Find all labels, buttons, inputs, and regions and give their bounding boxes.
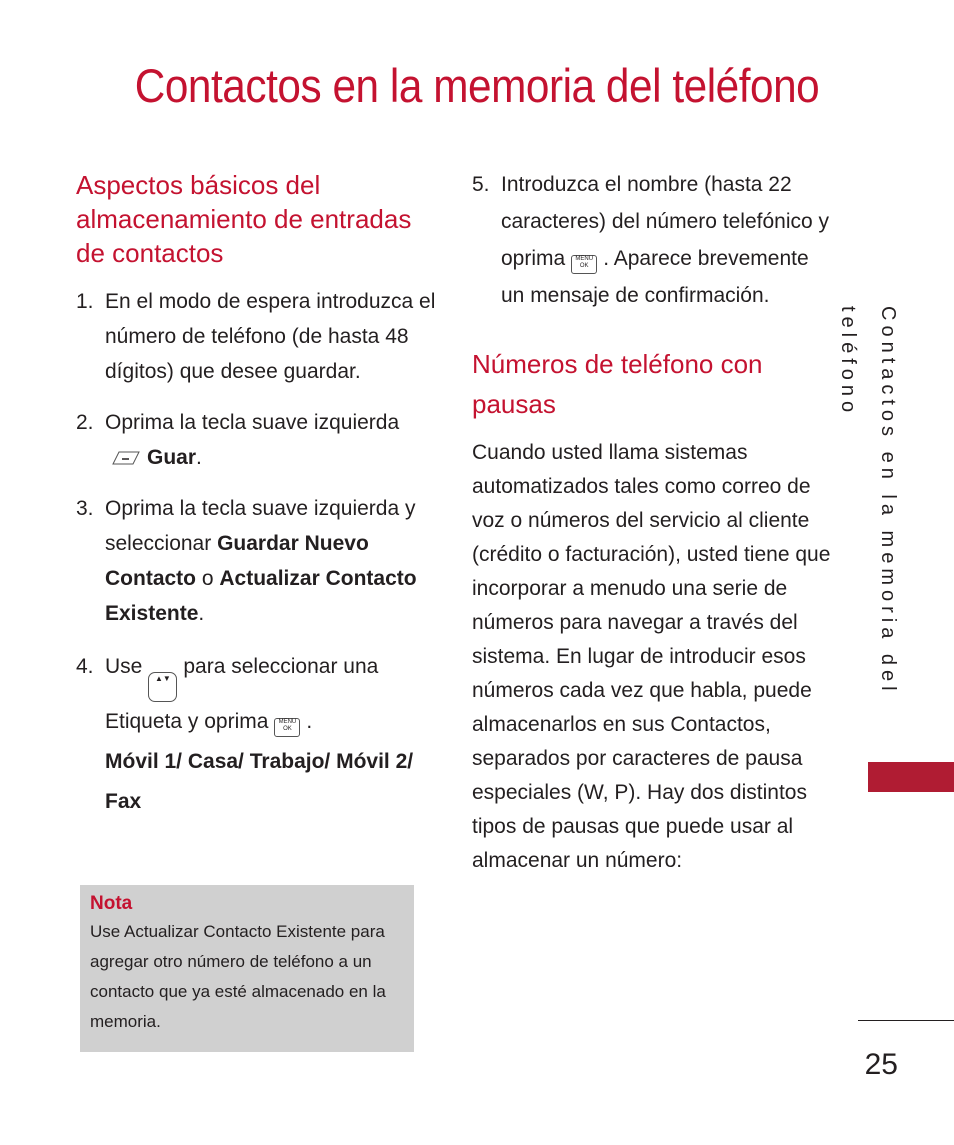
step-number: 2. <box>76 411 94 434</box>
step-text: . Aparece brevemente un mensaje de confirmación. <box>501 247 809 307</box>
page-title: Contactos en la memoria del teléfono <box>134 59 820 112</box>
step-text: Oprima la tecla suave izquierda <box>105 411 400 434</box>
step-text: Use <box>105 655 143 678</box>
step-4 <box>76 647 436 822</box>
option-guardar-nuevo-contacto: Guardar Nuevo Contacto <box>105 532 369 590</box>
step-3 <box>76 491 436 631</box>
label-options: Móvil 1/ Casa/ Trabajo/ Móvil 2/ Fax <box>105 750 414 813</box>
note-box <box>80 885 414 1052</box>
step-5 <box>472 166 832 314</box>
step-1 <box>76 284 436 389</box>
ok-label: OK <box>579 263 589 269</box>
step-punctuation: . <box>306 710 313 733</box>
step-2 <box>76 405 436 475</box>
down-arrow-icon: ▼ <box>162 674 171 683</box>
step-number: 4. <box>76 655 94 678</box>
step-text: Introduzca el nombre (hasta 22 caracteres) del número telefónico y oprima <box>501 173 829 270</box>
pauses-paragraph: Cuando usted llama sistemas automatizados tales como correo de voz o números del servicio al cliente (crédito o facturación), usted tiene que incorporar a menudo una serie de números para navegar a través del sistema. En lugar de introducir esos números cada vez que habla, puede almacenarlos en sus Contactos, separados por caracteres de pausa especiales (W, P). Hay dos distintos tipos de pausas que puede usar al almacenar un número: <box>472 441 831 872</box>
step-text: Oprima la tecla suave izquierda y seleccionar <box>105 497 416 555</box>
navigation-key-icon <box>148 672 177 702</box>
menu-label: MENU <box>278 719 297 725</box>
side-tab-marker <box>868 762 954 792</box>
left-softkey-icon <box>111 450 141 466</box>
right-column <box>472 166 832 878</box>
page-number: 25 <box>864 1048 898 1081</box>
softkey-label-guar: Guar <box>147 446 197 469</box>
menu-ok-key-icon <box>571 255 597 274</box>
step-number: 5. <box>472 173 490 196</box>
up-arrow-icon: ▲ <box>154 674 163 683</box>
step-text: En el modo de espera introduzca el número de teléfono (de hasta 48 dígitos) que desee guardar. <box>105 290 436 383</box>
menu-ok-key-icon <box>274 718 300 737</box>
section-heading-pauses: Números de teléfono con pausas <box>472 349 763 419</box>
ok-label: OK <box>283 726 292 732</box>
option-actualizar-contacto-existente: Actualizar Contacto Existente <box>105 567 417 625</box>
step-text-or: o <box>201 567 214 590</box>
step-number: 1. <box>76 290 94 313</box>
step-punctuation: . <box>196 446 202 469</box>
step-number: 3. <box>76 497 94 520</box>
side-tab-text: Contactos en la memoria del teléfono <box>837 306 899 696</box>
section-heading-basics: Aspectos básicos del almacenamiento de entradas de contactos <box>76 170 412 268</box>
page-number-rule <box>858 1020 954 1021</box>
left-column <box>76 168 436 838</box>
menu-label: MENU <box>575 256 594 262</box>
step-text: para seleccionar una Etiqueta y oprima <box>105 655 379 733</box>
step-punctuation: . <box>198 602 205 625</box>
note-title: Nota <box>90 893 133 914</box>
note-text: Use Actualizar Contacto Existente para agregar otro número de teléfono a un contacto que ya esté almacenado en la memoria. <box>90 922 386 1031</box>
